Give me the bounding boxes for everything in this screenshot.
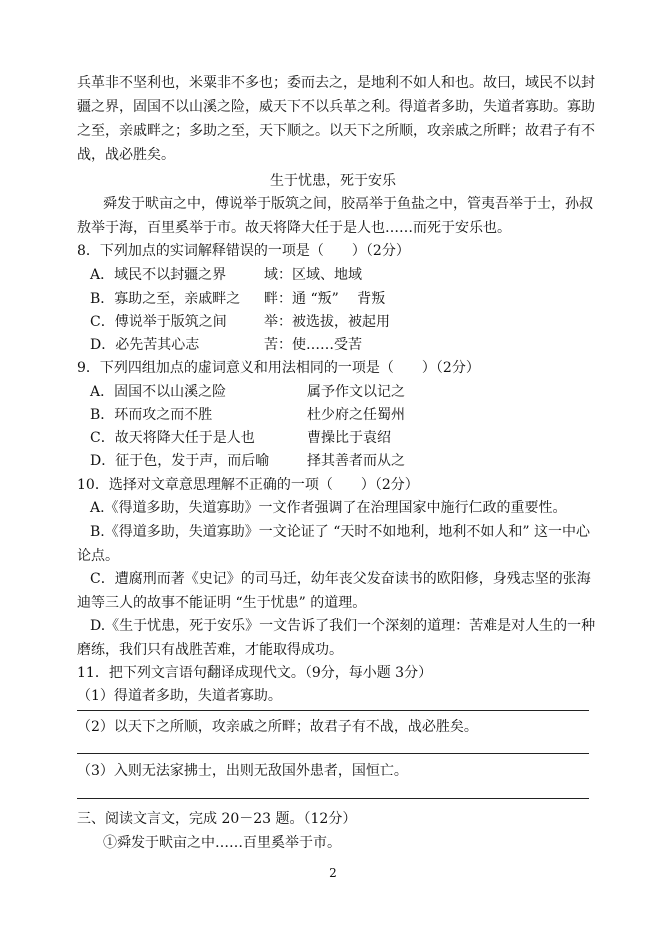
option-text: B．环而攻之而不胜 [90,407,213,423]
option-compare: 择其善者而从之 [307,453,405,469]
passage-line: 舜发于畎亩之中，傅说举于版筑之间，胶鬲举于鱼盐之中，管夷吾举于士，孙叔 [103,196,593,212]
option-compare: 杜少府之任蜀州 [307,407,405,423]
question-stem: 8．下列加点的实词解释错误的一项是（ ）（2分） [77,243,410,259]
option-line: D.《生于忧患，死于安乐》一文告诉了我们一个深刻的道理：苦难是对人生的一种 [90,618,596,634]
answer-line [77,798,589,799]
answer-line [77,710,589,711]
option-line: 论点。 [77,548,119,564]
passage-line: 疆之界，固国不以山溪之险，威天下不以兵革之利。得道者多助，失道者寡助。寡助 [77,99,595,115]
option-line: C．遭腐刑而著《史记》的司马迁，幼年丧父发奋读书的欧阳修，身残志坚的张海 [90,571,591,587]
passage-line: 敖举于海，百里奚举于市。故天将降大任于是人也……而死于安乐也。 [77,220,511,236]
option-compare: 属予作文以记之 [307,384,405,400]
option-text: A．固国不以山溪之险 [90,384,227,400]
option-text: D．必先苦其心志 [90,337,200,353]
option-text: D．征于色，发于声，而后喻 [90,453,270,469]
question-stem: 11．把下列文言语句翻译成现代文。（9分，每小题 3分） [77,665,433,681]
section-heading: 三、阅读文言文，完成 20－23 题。（12分） [77,811,357,827]
answer-line [77,753,589,754]
option-text: C．故天将降大任于是人也 [90,430,255,446]
passage-line: 之至，亲戚畔之；多助之至，天下顺之。以天下之所顺，攻亲戚之所畔；故君子有不 [77,123,595,139]
option-text: A．域民不以封疆之界 [90,267,227,283]
passage-line: 战，战必胜矣。 [77,147,175,163]
option-gloss: 畔：通 “叛” 背叛 [264,291,386,307]
question-stem: 10．选择对文章意思理解不正确的一项（ ）（2分） [77,477,419,493]
passage-title: 生于忧患，死于安乐 [270,173,396,189]
translation-item: （3）入则无法家拂士，出则无敌国外患者，国恒亡。 [77,763,408,779]
option-gloss: 域：区域、地域 [264,267,362,283]
option-gloss: 苦：使……受苦 [264,337,362,353]
page-number: 2 [329,866,337,880]
option-line: B.《得道多助，失道寡助》一文论证了 “天时不如地利，地利不如人和” 这一中心 [90,524,590,540]
passage-line: 兵革非不坚利也，米粟非不多也；委而去之，是地利不如人和也。故曰，域民不以封 [77,75,595,91]
option-text: C．傅说举于版筑之间 [90,314,227,330]
option-line: 磨练，我们只有战胜苦难，才能取得成功。 [77,642,343,658]
option-gloss: 举：被选拔，被起用 [264,314,390,330]
translation-item: （2）以天下之所顺，攻亲戚之所畔；故君子有不战，战必胜矣。 [77,719,478,735]
option-text: B．寡助之至，亲戚畔之 [90,291,241,307]
option-line: A.《得道多助，失道寡助》一文作者强调了在治理国家中施行仁政的重要性。 [90,500,567,516]
translation-item: （1）得道者多助，失道者寡助。 [77,688,282,704]
question-stem: 9．下列四组加点的虚词意义和用法相同的一项是（ ）（2分） [77,360,480,376]
option-line: 迪等三人的故事不能证明 “生于忧患” 的道理。 [77,595,367,611]
section-item: ①舜发于畎亩之中……百里奚举于市。 [103,835,341,851]
option-compare: 曹操比于袁绍 [307,430,391,446]
